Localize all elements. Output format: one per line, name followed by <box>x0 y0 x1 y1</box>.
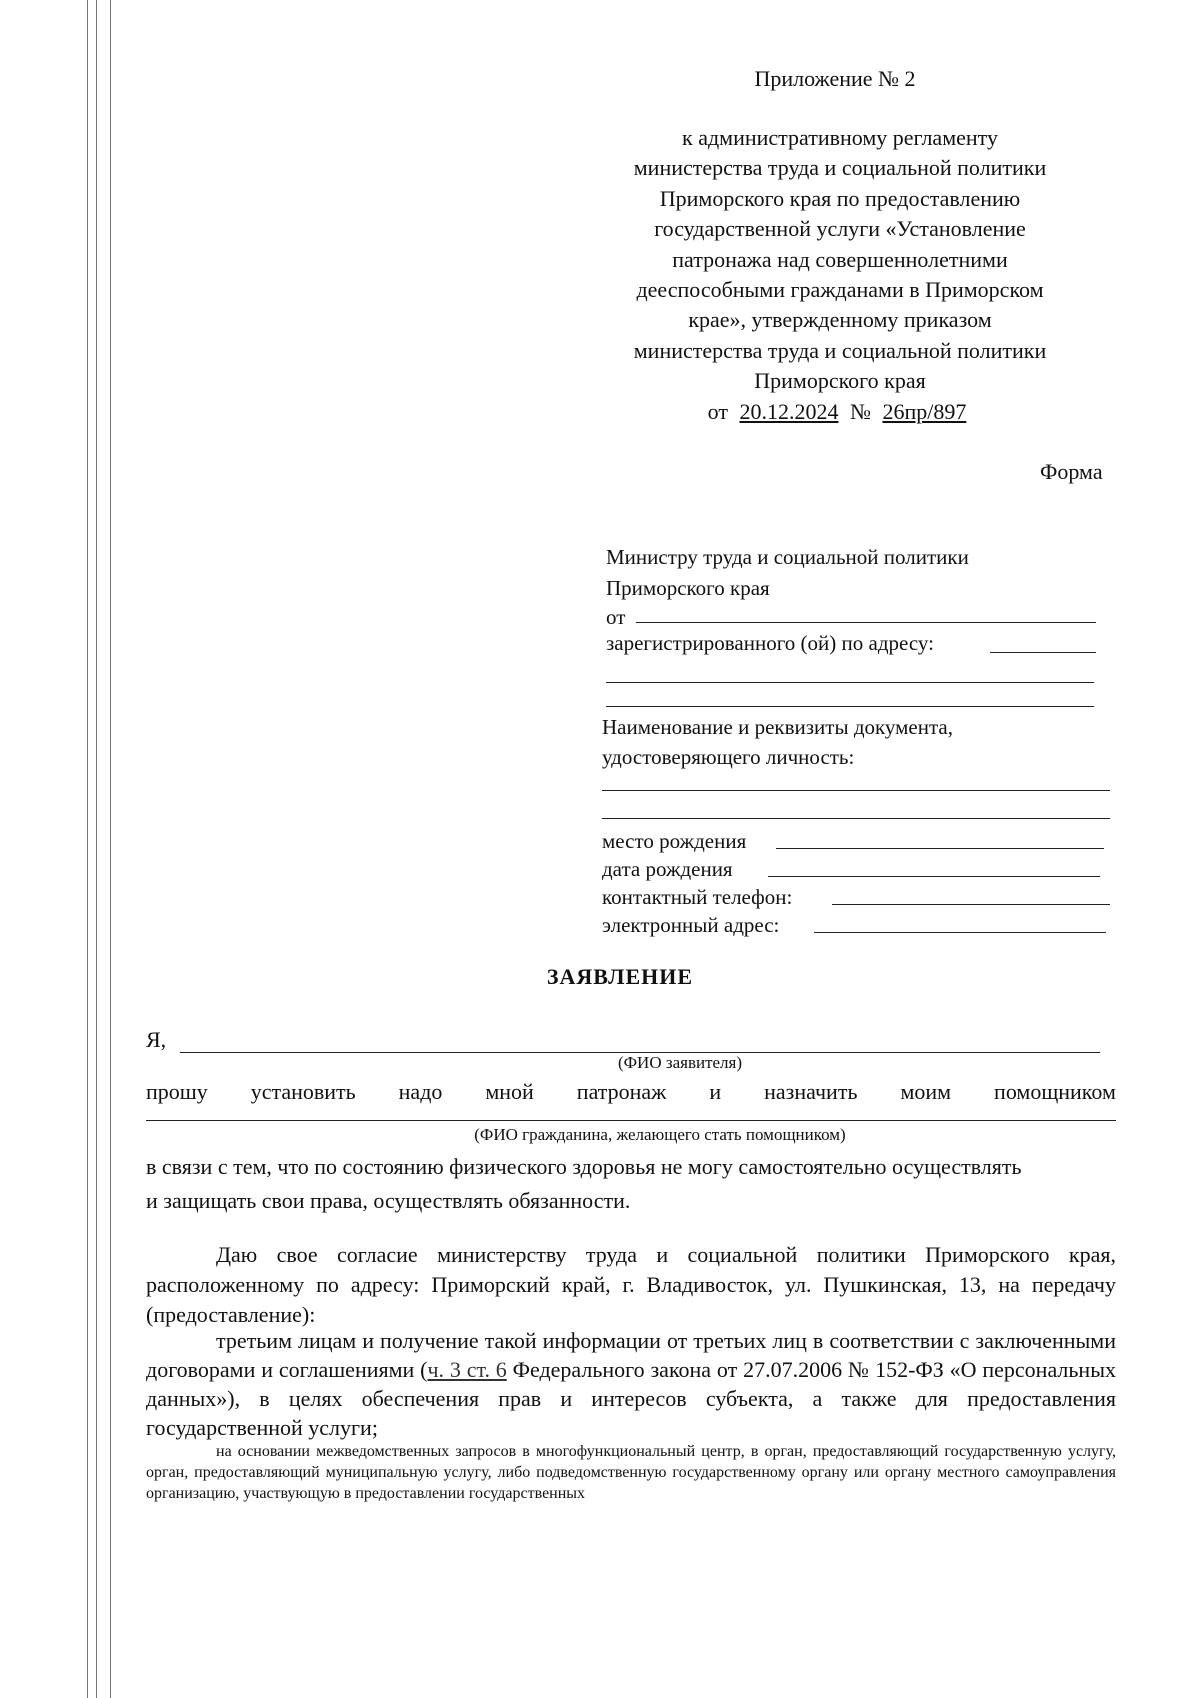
id-document-field-line[interactable] <box>602 818 1110 819</box>
request-word: прошу <box>146 1079 208 1104</box>
regulation-line: патронажа над совершеннолетними <box>672 246 1008 272</box>
third-parties-text: третьим лицам и получение такой информации от третьих лиц в соответствии с заключенными договорами и соглашениями ( <box>146 1328 1116 1382</box>
email-label: электронный адрес: <box>602 913 780 937</box>
request-word: мной <box>485 1079 534 1104</box>
request-word: моим <box>900 1079 952 1104</box>
binding-line <box>96 0 97 1698</box>
order-prefix: от <box>707 398 728 424</box>
request-word: установить <box>250 1079 356 1104</box>
order-number: 26пр/897 <box>882 398 967 424</box>
order-date: 20.12.2024 <box>739 398 839 424</box>
law-article-link[interactable]: ч. 3 ст. 6 <box>427 1357 507 1382</box>
birthplace-label: место рождения <box>602 829 747 853</box>
regulation-line: государственной услуги «Установление <box>654 216 1026 242</box>
order-date-line <box>610 397 1070 427</box>
request-word: патронаж <box>576 1079 667 1104</box>
birthdate-field[interactable] <box>768 876 1100 877</box>
address-label: зарегистрированного (ой) по адресу: <box>606 631 934 655</box>
third-parties-text-cont: Федерального закона от 27.07.2006 № 152-ФЗ «О персональных данных»), в целях обеспечения прав и интересов субъекта, а также для предоставления государственной услуги; <box>146 1357 1116 1440</box>
phone-field[interactable] <box>832 904 1110 905</box>
form-label: Форма <box>1040 459 1103 484</box>
birthplace-field[interactable] <box>776 848 1104 849</box>
regulation-line: министерства труда и социальной политики <box>633 155 1047 181</box>
interagency-paragraph: на основании межведомственных запросов в многофункциональный центр, в орган, предоставляющий государственную услугу, орган, предоставляющий муниципальную услугу, либо подведомственную государственному органу или органу местного самоуправления организацию, участвующую в предоставлении государственных <box>146 1443 1116 1502</box>
reason-line: в связи с тем, что по состоянию физического здоровья не могу самостоятельно осуществлять <box>146 1154 1022 1179</box>
third-parties-paragraph <box>146 1326 1116 1442</box>
document-title: ЗАЯВЛЕНИЕ <box>546 964 694 989</box>
reason-text <box>146 1150 1126 1218</box>
assistant-name-field[interactable] <box>146 1120 1116 1121</box>
address-field-line[interactable] <box>606 706 1094 707</box>
address-field-line[interactable] <box>606 682 1094 683</box>
reason-line: и защищать свои права, осуществлять обязанности. <box>146 1188 631 1213</box>
from-field[interactable] <box>636 622 1096 623</box>
regulation-line: министерства труда и социальной политики <box>633 337 1047 363</box>
regulation-reference <box>610 123 1070 427</box>
id-document-field[interactable] <box>602 790 1110 791</box>
email-field[interactable] <box>814 932 1106 933</box>
i-label: Я, <box>146 1027 167 1052</box>
from-label: от <box>606 605 626 629</box>
id-document-label-line: Наименование и реквизиты документа, <box>602 715 953 739</box>
address-field[interactable] <box>990 652 1096 653</box>
regulation-line: к административному регламенту <box>682 125 998 150</box>
consent-paragraph: Даю свое согласие министерству труда и социальной политики Приморского края, расположенному по адресу: Приморский край, г. Владивосток, ул. Пушкинская, 13, на передачу (предоставление): <box>146 1242 1116 1327</box>
appendix-number: Приложение № 2 <box>754 66 916 91</box>
request-word: назначить <box>764 1079 858 1104</box>
birthdate-label: дата рождения <box>602 857 733 881</box>
applicant-caption: (ФИО заявителя) <box>617 1053 743 1072</box>
request-word: и <box>709 1079 722 1104</box>
regulation-line: крае», утвержденному приказом <box>688 307 992 333</box>
binding-line <box>87 0 88 1698</box>
request-word: надо <box>398 1079 443 1104</box>
request-word: помощником <box>994 1079 1116 1104</box>
regulation-line: дееспособными гражданами в Приморском <box>636 277 1044 303</box>
id-document-label-line: удостоверяющего личность: <box>602 745 855 769</box>
binding-line <box>110 0 111 1698</box>
id-document-label <box>602 712 953 772</box>
phone-label: контактный телефон: <box>602 885 793 909</box>
regulation-line: Приморского края <box>754 368 926 394</box>
addressee-region: Приморского края <box>606 576 770 600</box>
assistant-caption: (ФИО гражданина, желающего стать помощником) <box>474 1125 846 1144</box>
regulation-line: Приморского края по предоставлению <box>659 185 1021 211</box>
request-line <box>146 1076 1116 1107</box>
order-number-label: № <box>849 398 871 424</box>
addressee-name: Министру труда и социальной политики <box>606 545 969 569</box>
